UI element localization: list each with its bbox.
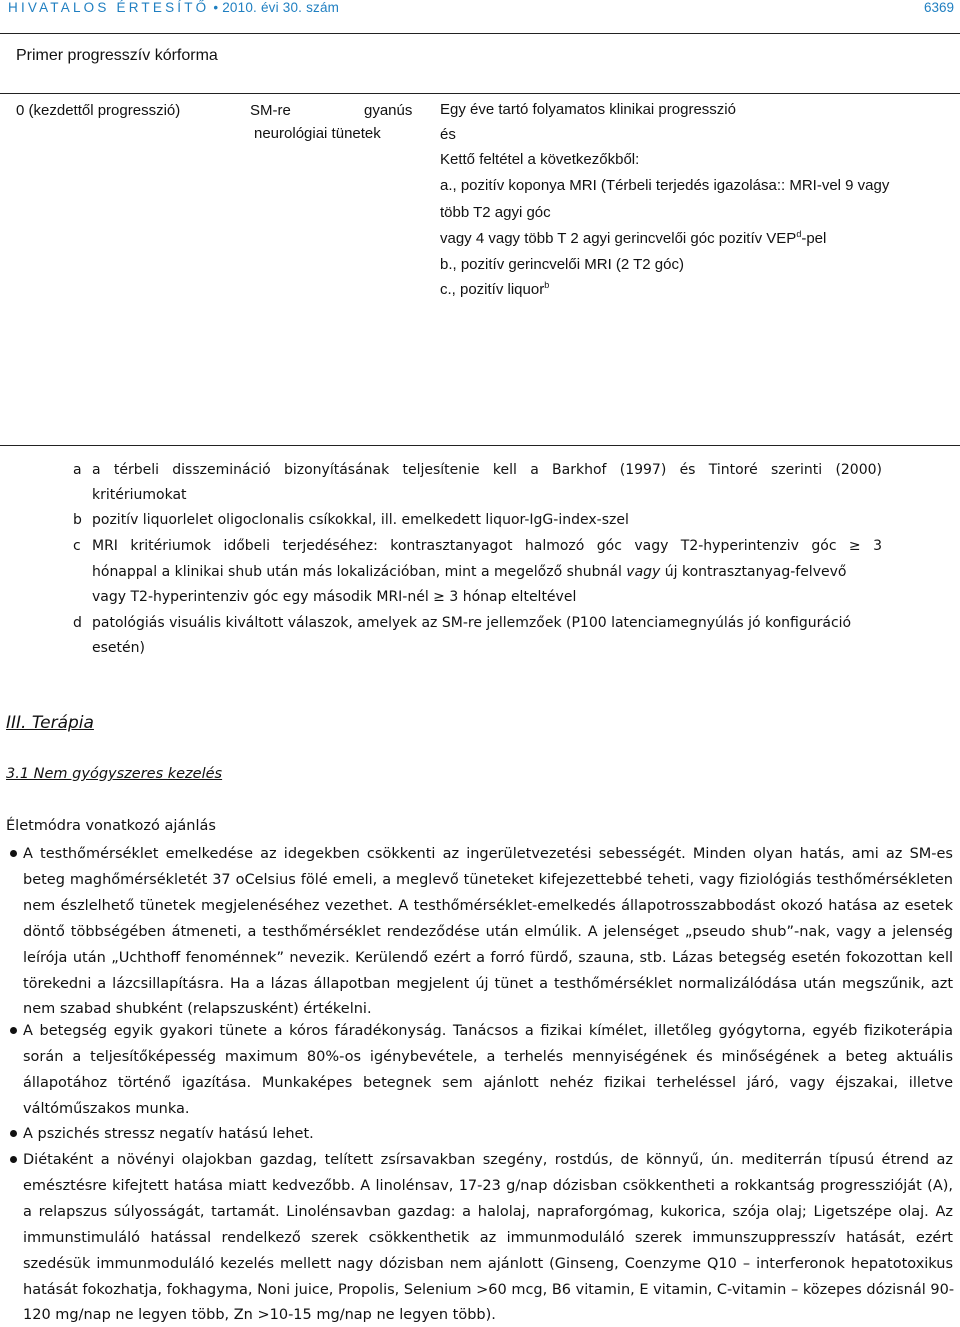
- bullet-icon: [10, 850, 17, 857]
- footnote-letter: d: [73, 615, 82, 631]
- paragraph-line: A testhőmérséklet emelkedése az idegekben csökkenti az ingerületvezetési sebességét. Minden olyan hatás, ami az SM-es: [23, 846, 953, 862]
- bullet-icon: [10, 1027, 17, 1034]
- paragraph-line: törekedni a lázcsillapításra. Ha a lázas állapotban megjelent új tünet a testhőmérséklet normalizálódása után megszűnik, azt: [23, 976, 953, 992]
- paragraph-line: nem észlelhető tünetek megjelenéséhez vezethet. A testhőmérséklet-emelkedés állapotrosszabbodást okozó hatása az esetek: [23, 898, 953, 914]
- paragraph-line: 120 mg/nap ne legyen több, Zn >10-15 mg/nap ne legyen több).: [23, 1307, 496, 1323]
- paragraph-line: leírója után „Uchthoff fenoménnek” nevezik. Kerülendő ezért a forró fürdő, szauna, stb. Lázas betegség esetén fokozottan kell: [23, 950, 953, 966]
- footnote-text: MRI kritériumok időbeli terjedéséhez: kontrasztanyagot halmozó góc vagy T2-hyperintenziv góc ≥ 3: [92, 538, 882, 554]
- footnote-text: pozitív liquorlelet oligoclonalis csíkokkal, ill. emelkedett liquor-IgG-index-szel: [92, 512, 629, 528]
- section-heading: III. Terápia: [6, 713, 94, 733]
- criteria-line: több T2 agyi góc: [440, 204, 551, 221]
- criteria-text: c., pozitív liquor: [440, 281, 545, 298]
- divider: [0, 33, 960, 34]
- paragraph-line: Diétaként a növényi olajokban gazdag, telített zsírsavakban szegény, rostdús, de könnyű, ún. mediterrán típusú étrend az: [23, 1152, 953, 1168]
- subsection-heading: 3.1 Nem gyógyszeres kezelés: [6, 766, 223, 782]
- paragraph-line: immunstimuláló hatással rendelkező szerek csökkenthetik az immunmoduláló szerek immunszuppresszív hatását, ezért: [23, 1230, 953, 1246]
- table-cell-course: 0 (kezdettől progresszió): [16, 102, 181, 119]
- table-cell-symptoms-c: neurológiai tünetek: [254, 125, 381, 142]
- paragraph-line: A pszichés stressz negatív hatású lehet.: [23, 1126, 314, 1142]
- criteria-line: és: [440, 126, 456, 143]
- table-cell-symptoms-a: SM-re: [250, 102, 291, 119]
- lifestyle-heading: Életmódra vonatkozó ajánlás: [6, 818, 216, 834]
- paragraph-line: szedésük immunmoduláló kezelés mellett nagy dózisban nem ajánlott (Ginseng, Coenzyme Q10 – interferonok hepatotoxikus: [23, 1256, 953, 1272]
- footnote-text: hónappal a klinikai shub után más lokalizációban, mint a megelőző shubnál vagy új kontrasztanyag-felvevő: [92, 564, 847, 580]
- journal-name: HIVATALOS ÉRTESÍTŐ: [8, 0, 210, 15]
- paragraph-line: döntő többségében átmeneti, a testhőmérséklet rendeződése után elmúlik. A jelenséget „pseudo shub”-nak, vagy a jelenség: [23, 924, 953, 940]
- footnote-text: patológiás visuális kiváltott válaszok, amelyek az SM-re jellemzőek (P100 latenciamegnyúlás jó konfiguráció: [92, 615, 852, 631]
- criteria-line: b., pozitív gerincvelői MRI (2 T2 góc): [440, 256, 684, 273]
- paragraph-line: a relapszus súlyosságát, tartamát. Linolénsavban gazdag: a halolaj, napraforgómag, kukorica, szója olaj; Ligetszépe olaj. Az: [23, 1204, 953, 1220]
- issue-info: • 2010. évi 30. szám: [209, 0, 340, 15]
- paragraph-line: emésztésre kifejtett hatása miatt kedvezőbb. A linolénsav, 17-23 g/nap dózisban csökkentheti a rokkantság progresszióját (A),: [23, 1178, 953, 1194]
- footnote-letter: b: [73, 512, 82, 528]
- running-head: [8, 0, 339, 15]
- paragraph-line: hatását fokozhatja, fokhagyma, Noni juice, Propolis, Selenium >60 mcg, B6 vitamin, E vitamin, C-vitamin – közepes dózisnál 90-: [23, 1282, 955, 1298]
- footnote-text: esetén): [92, 640, 145, 656]
- footnote-ref: d: [796, 229, 802, 239]
- footnote-text: kritériumokat: [92, 487, 187, 503]
- bullet-icon: [10, 1156, 17, 1163]
- footnote-ref: b: [544, 280, 550, 290]
- criteria-line: a., pozitív koponya MRI (Térbeli terjedés igazolása:: MRI-vel 9 vagy: [440, 177, 890, 194]
- criteria-line: Kettő feltétel a következőkből:: [440, 151, 640, 168]
- divider: [0, 445, 960, 446]
- paragraph-line: beteg maghőmérsékletét 37 oCelsius fölé emeli, a meglevő tüneteket kifejezettebbé teheti, vagy fiziológiás testhőmérsékleten: [23, 872, 953, 888]
- criteria-line: Egy éve tartó folyamatos klinikai progresszió: [440, 101, 736, 118]
- footnote-letter: c: [73, 538, 81, 554]
- table-cell-symptoms-b: gyanús: [364, 102, 413, 119]
- paragraph-line: váltóműszakos munka.: [23, 1101, 190, 1117]
- paragraph-line: A betegség egyik gyakori tünete a kóros fáradékonyság. Tanácsos a fizikai kímélet, illetőleg gyógytorna, egyéb fizikoterápia: [23, 1023, 953, 1039]
- divider: [0, 93, 960, 94]
- footnote-text: vagy T2-hyperintenziv góc egy második MRI-nél ≥ 3 hónap elteltével: [92, 589, 577, 605]
- paragraph-line: állapotához történő igazítása. Munkaképes betegnek sem ajánlott nehéz fizikai terheléssel járó, vagy éjszakai, illetve: [23, 1075, 953, 1091]
- footnote-letter: a: [73, 462, 82, 478]
- criteria-text: vagy 4 vagy több T 2 agyi gerincvelői góc pozitív VEP: [440, 230, 797, 247]
- footnote-text: a térbeli disszemináció bizonyításának teljesítenie kell a Barkhof (1997) és Tintoré szerinti (2000): [92, 462, 882, 478]
- criteria-line: [440, 230, 826, 247]
- paragraph-line: nem szabad shubként (relapszusként) értékelni.: [23, 1001, 372, 1017]
- page-number: 6369: [923, 0, 954, 15]
- criteria-line: [440, 281, 549, 298]
- bullet-icon: [10, 1130, 17, 1137]
- table-title: Primer progresszív kórforma: [16, 47, 218, 64]
- criteria-suffix: -pel: [801, 230, 827, 247]
- paragraph-line: során a teljesítőképesség maximum 80%-os igénybevétele, a terhelés mennyiségének és minőségének a beteg aktuális: [23, 1049, 953, 1065]
